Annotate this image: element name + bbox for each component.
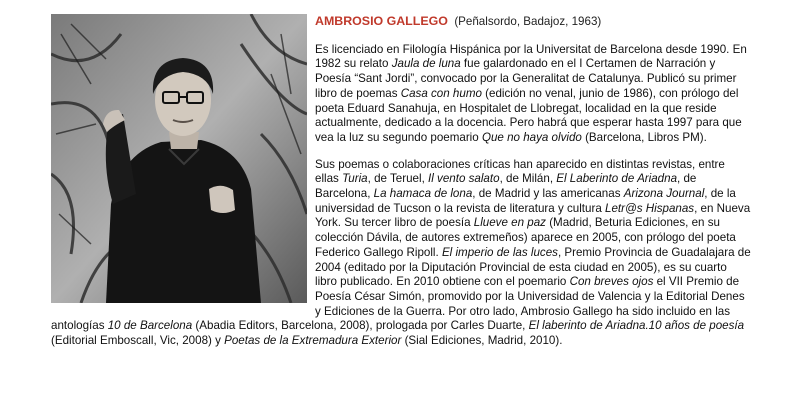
bio-text: (Abadia Editors, Barcelona, 2008), prologada por Carles Duarte, [192,319,529,333]
work-title: El imperio de las luces [441,245,558,259]
bio-text: Es licenciado en Filología Hispánica por la Universitat de Barcelona desde 1990. En 1982 su relato [315,42,747,71]
bio-text: (Sial Ediciones, Madrid, 2010). [401,334,563,348]
bio-text: , de la universidad de Tucson o la revista de literatura y cultura [315,187,736,215]
bio-text: fue galardonado en el I Certamen de Narración y Poesía “Sant Jordi”, convocado por la Generalitat de Catalunya. Publicó su primer libro de poemas [315,57,737,100]
bio-text: el VII Premio de Poesía César Simón, promovido por la Universidad de Valencia y la Editorial Denes y Ediciones de la Guerra. Por otro lado, Ambrosio Gallego ha sido incluido en las antologías [51,275,745,333]
bio-text: , de Madrid y las americanas [472,187,624,201]
bio-text: , de Teruel, [367,172,429,186]
bio-text: , Premio Provincia de Guadalajara de 2004 (editado por la Diputación Provincial de esta ciudad en 2005), es su cuarto libro publicado. En 2010 obtiene con el poemario [315,245,751,289]
work-title: Con breves ojos [569,275,654,289]
bio-text: , en Nueva York. Su tercer libro de poesía [315,201,751,230]
work-title: Casa con humo [400,86,482,100]
bio-text: Sus poemas o colaboraciones críticas han aparecido en distintas revistas, entre ellas [315,157,725,186]
work-title: Il vento salato [428,172,500,186]
author-origin: (Peñalsordo, Badajoz, 1963) [454,15,602,28]
work-title: Llueve en paz [473,216,546,230]
bio-text: , de Milán, [499,172,557,186]
work-title: El Laberinto de Ariadna [556,172,678,186]
bio-text: (Barcelona, Libros PM). [581,130,707,144]
bio-text: (edición no venal, junio de 1986), con prólogo del poeta Eduard Sanahuja, en Hospitalet de Llobregat, localidad en la que reside actualmente, dedicado a la docencia. Pero habrá que esperar hasta 1997 para que vea la luz su segundo poemario [315,86,742,144]
work-title: Jaula de luna [391,57,461,71]
work-title: Arizona Journal [623,187,705,201]
bio-text: , de Barcelona, [315,172,697,201]
work-title: Turia [342,172,368,186]
work-title: Poetas de la Extremadura Exterior [224,334,402,348]
bio-text: (Editorial Emboscall, Vic, 2008) y [51,334,225,348]
bio-text: (Madrid, Beturia Ediciones, en su colección Dávila, de autores extremeños) aparece en 2005, con prólogo del poeta Federico Gallego Ripoll. [315,216,736,259]
work-title: Que no haya olvido [481,130,582,144]
author-name: AMBROSIO GALLEGO [315,14,448,28]
work-title: La hamaca de lona [373,187,473,201]
work-title: El laberinto de Ariadna.10 años de poesía [528,319,745,333]
work-title: Letr@s Hispanas [605,201,695,215]
author-photo [51,14,307,303]
work-title: 10 de Barcelona [107,319,193,333]
